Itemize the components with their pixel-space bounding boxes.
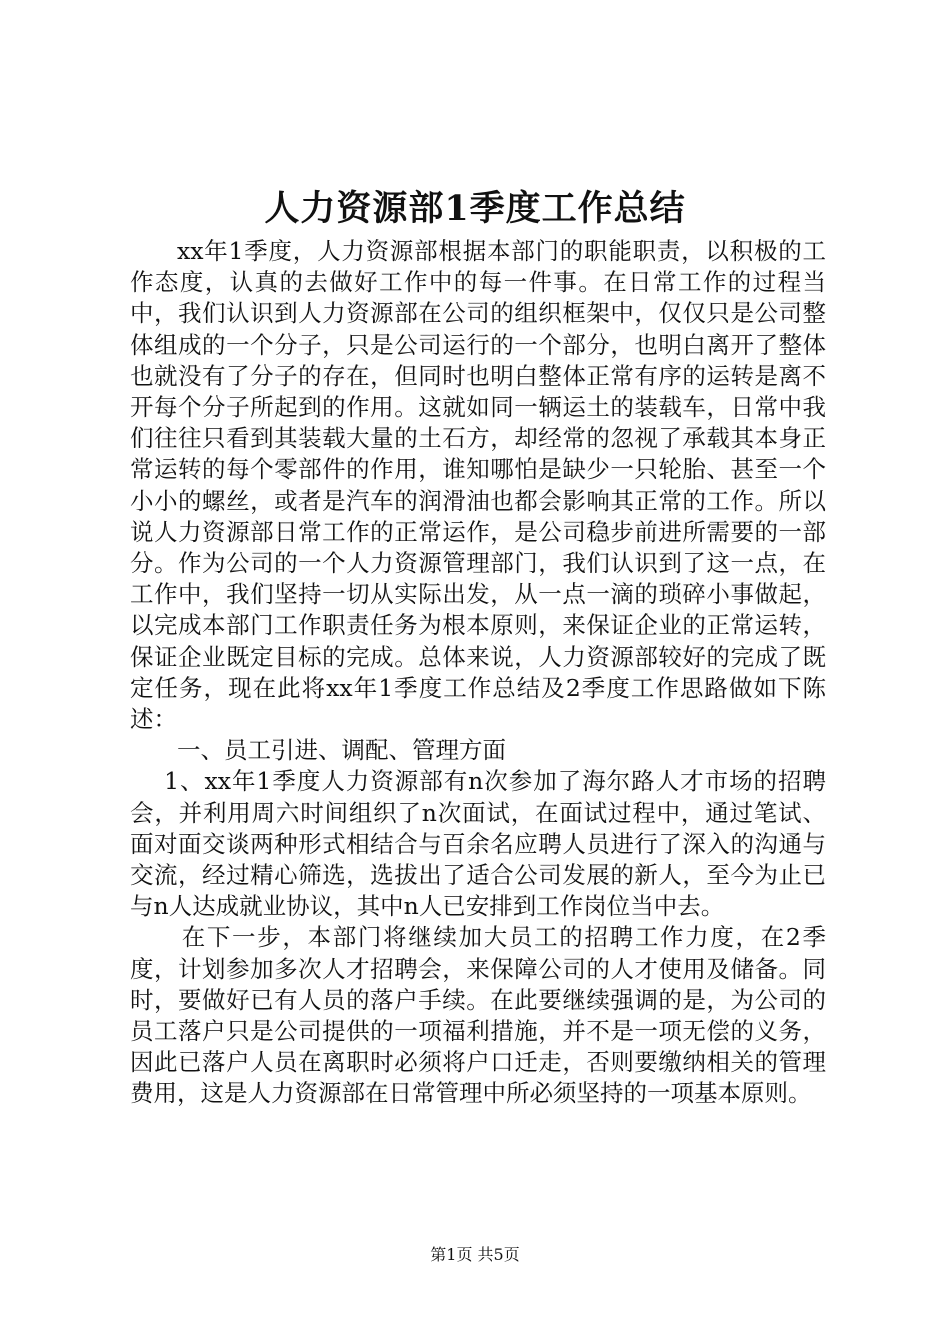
section-heading: 一、员工引进、调配、管理方面 <box>177 736 506 765</box>
document-title: 人力资源部1季度工作总结 <box>264 188 686 229</box>
document-body <box>130 236 826 1110</box>
next-step-paragraph: 在下一步，本部门将继续加大员工的招聘工作力度，在2季度，计划参加多次人才招聘会，来保障公司的人才使用及储备。同时，要做好已有人员的落户手续。在此要继续强调的是，为公司的员工落户只是公司提供的一项福利措施，并不是一项无偿的义务，因此已落户人员在离职时必须将户口迁走，否则要缴纳相关的管理费用，这是人力资源部在日常管理中所必须坚持的一项基本原则。 <box>130 923 826 1108</box>
page-footer: 第1页 共5页 <box>430 1245 520 1264</box>
intro-paragraph: xx年1季度，人力资源部根据本部门的职能职责，以积极的工作态度，认真的去做好工作中的每一件事。在日常工作的过程当中，我们认识到人力资源部在公司的组织框架中，仅仅只是公司整体组成的一个分子，只是公司运行的一个部分，也明白离开了整体也就没有了分子的存在，但同时也明白整体正常有序的运转是离不开每个分子所起到的作用。这就如同一辆运土的装载车，日常中我们往往只看到其装载大量的土石方，却经常的忽视了承载其本身正常运转的每个零部件的作用，谁知哪怕是缺少一只轮胎、甚至一个小小的螺丝，或者是汽车的润滑油也都会影响其正常的工作。所以说人力资源部日常工作的正常运作，是公司稳步前进所需要的一部分。作为公司的一个人力资源管理部门，我们认识到了这一点，在工作中，我们坚持一切从实际出发，从一点一滴的琐碎小事做起，以完成本部门工作职责任务为根本原则，来保证企业的正常运转，保证企业既定目标的完成。总体来说，人力资源部较好的完成了既定任务，现在此将xx年1季度工作总结及2季度工作思路做如下陈述： <box>130 237 826 734</box>
item-paragraph: 1、xx年1季度人力资源部有n次参加了海尔路人才市场的招聘会，并利用周六时间组织了n次面试，在面试过程中，通过笔试、面对面交谈两种形式相结合与百余名应聘人员进行了深入的沟通与交流，经过精心筛选，选拔出了适合公司发展的新人，至今为止已与n人达成就业协议，其中n人已安排到工作岗位当中去。 <box>130 767 826 921</box>
